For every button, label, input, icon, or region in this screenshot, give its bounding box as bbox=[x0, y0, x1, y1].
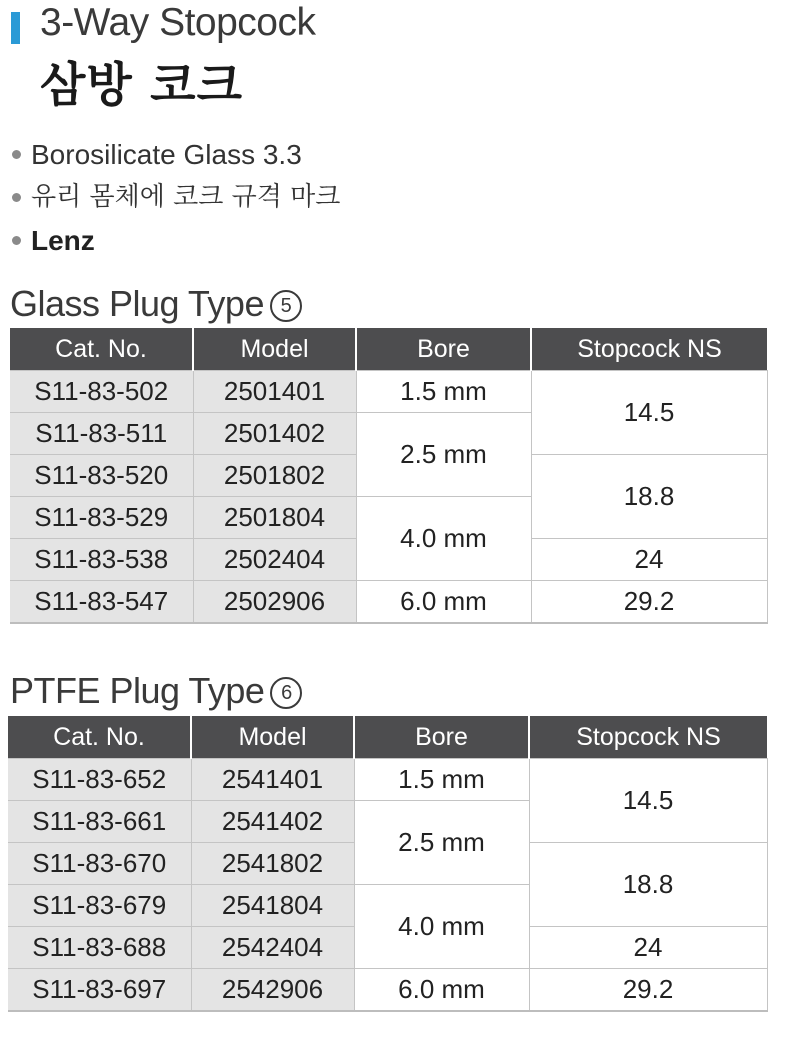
bore-cell: 2.5 mm bbox=[356, 413, 531, 497]
cat-no-cell: S11-83-652 bbox=[8, 759, 191, 801]
section-number-badge: 6 bbox=[270, 677, 302, 709]
model-cell: 2501802 bbox=[193, 455, 356, 497]
bore-cell: 6.0 mm bbox=[354, 969, 529, 1012]
model-cell: 2501402 bbox=[193, 413, 356, 455]
col-header-bore: Bore bbox=[356, 328, 531, 371]
section-title-ptfe-plug: PTFE Plug Type 6 bbox=[10, 669, 302, 713]
table-row bbox=[8, 759, 767, 801]
col-header-stopcock-ns: Stopcock NS bbox=[529, 716, 767, 759]
ptfe-plug-table bbox=[8, 716, 768, 1012]
stopcock-ns-cell: 29.2 bbox=[531, 581, 767, 624]
model-cell: 2541802 bbox=[191, 843, 354, 885]
cat-no-cell: S11-83-511 bbox=[10, 413, 193, 455]
cat-no-cell: S11-83-679 bbox=[8, 885, 191, 927]
col-header-cat-no: Cat. No. bbox=[8, 716, 191, 759]
bore-cell: 6.0 mm bbox=[356, 581, 531, 624]
cat-no-cell: S11-83-547 bbox=[10, 581, 193, 624]
section-title-glass-plug: Glass Plug Type 5 bbox=[10, 282, 302, 326]
model-cell: 2542404 bbox=[191, 927, 354, 969]
stopcock-ns-cell: 29.2 bbox=[529, 969, 767, 1012]
table-header-row bbox=[8, 716, 767, 759]
cat-no-cell: S11-83-670 bbox=[8, 843, 191, 885]
cat-no-cell: S11-83-538 bbox=[10, 539, 193, 581]
bullet-icon bbox=[12, 193, 21, 202]
cat-no-cell: S11-83-688 bbox=[8, 927, 191, 969]
bore-cell: 4.0 mm bbox=[354, 885, 529, 969]
stopcock-ns-cell: 14.5 bbox=[531, 371, 767, 455]
feature-item: Borosilicate Glass 3.3 bbox=[10, 133, 340, 176]
model-cell: 2501804 bbox=[193, 497, 356, 539]
bore-cell: 2.5 mm bbox=[354, 801, 529, 885]
cat-no-cell: S11-83-502 bbox=[10, 371, 193, 413]
model-cell: 2541401 bbox=[191, 759, 354, 801]
stopcock-ns-cell: 18.8 bbox=[529, 843, 767, 927]
section-number-badge: 5 bbox=[270, 290, 302, 322]
table-row bbox=[8, 969, 767, 1012]
table-row bbox=[10, 581, 767, 624]
col-header-model: Model bbox=[193, 328, 356, 371]
col-header-cat-no: Cat. No. bbox=[10, 328, 193, 371]
feature-item: Lenz bbox=[10, 219, 340, 262]
cat-no-cell: S11-83-520 bbox=[10, 455, 193, 497]
model-cell: 2542906 bbox=[191, 969, 354, 1012]
col-header-model: Model bbox=[191, 716, 354, 759]
model-cell: 2502404 bbox=[193, 539, 356, 581]
cat-no-cell: S11-83-697 bbox=[8, 969, 191, 1012]
bullet-icon bbox=[12, 236, 21, 245]
glass-plug-table bbox=[10, 328, 768, 624]
cat-no-cell: S11-83-529 bbox=[10, 497, 193, 539]
stopcock-ns-cell: 14.5 bbox=[529, 759, 767, 843]
table-header-row bbox=[10, 328, 767, 371]
bore-cell: 1.5 mm bbox=[356, 371, 531, 413]
col-header-stopcock-ns: Stopcock NS bbox=[531, 328, 767, 371]
model-cell: 2502906 bbox=[193, 581, 356, 624]
stopcock-ns-cell: 24 bbox=[529, 927, 767, 969]
model-cell: 2541804 bbox=[191, 885, 354, 927]
page-title-korean: 삼방 코크 bbox=[40, 58, 243, 113]
table-row bbox=[10, 371, 767, 413]
title-accent-bar bbox=[11, 12, 20, 44]
feature-item: 유리 몸체에 코크 규격 마크 bbox=[10, 176, 340, 219]
bore-cell: 4.0 mm bbox=[356, 497, 531, 581]
page-title: 3-Way Stopcock bbox=[40, 1, 316, 44]
bullet-icon bbox=[12, 150, 21, 159]
col-header-bore: Bore bbox=[354, 716, 529, 759]
feature-list bbox=[10, 133, 340, 262]
cat-no-cell: S11-83-661 bbox=[8, 801, 191, 843]
model-cell: 2541402 bbox=[191, 801, 354, 843]
model-cell: 2501401 bbox=[193, 371, 356, 413]
bore-cell: 1.5 mm bbox=[354, 759, 529, 801]
stopcock-ns-cell: 18.8 bbox=[531, 455, 767, 539]
stopcock-ns-cell: 24 bbox=[531, 539, 767, 581]
